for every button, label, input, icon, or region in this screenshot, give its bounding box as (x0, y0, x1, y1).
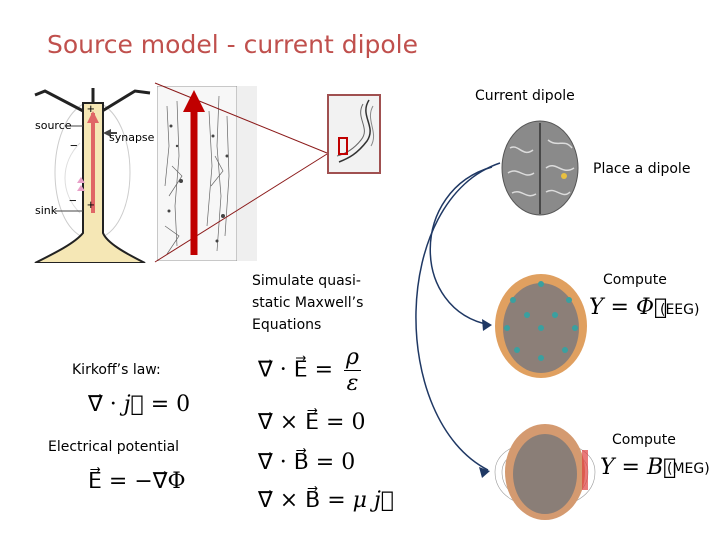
slide-title: Source model - current dipole (47, 30, 419, 59)
current-dipole-label: Current dipole (475, 88, 575, 104)
kirkoff-law-label: Kirkoff’s law: (72, 362, 161, 378)
compute-label-1: Compute (603, 272, 667, 288)
eeg-head-image (493, 270, 589, 380)
meg-label: (MEG) (667, 461, 710, 477)
plus-sign-top: + (87, 101, 95, 116)
gauss-law-equation: ∇⃗ · E⃗ = $\frac{\rho}{\varepsilon}$ (258, 345, 359, 396)
meg-head-image (490, 410, 600, 535)
place-dipole-label: Place a dipole (593, 161, 691, 177)
eeg-label: (EEG) (660, 302, 700, 318)
simulate-line-3: Equations (252, 317, 322, 333)
eeg-equation: Y = Φ⃗ (589, 295, 668, 320)
sink-label: sink (35, 204, 58, 217)
gauss-magnetism-equation: ∇⃗ · B⃗ = 0 (258, 450, 356, 475)
electrical-potential-label: Electrical potential (48, 439, 180, 455)
brain-top-view-image (498, 118, 582, 218)
plus-sign-bottom: + (87, 197, 95, 212)
simulate-line-2: static Maxwell’s (252, 295, 364, 311)
cortex-zoom-inset (327, 94, 381, 174)
minus-sign-top: − (70, 138, 78, 153)
faraday-law-equation: ∇⃗ × E⃗ = 0 (258, 410, 366, 435)
minus-sign-bottom: − (69, 193, 77, 208)
source-label: source (35, 119, 72, 132)
simulate-line-1: Simulate quasi- (252, 273, 361, 289)
compute-label-2: Compute (612, 432, 676, 448)
kirkoff-equation: ∇⃗ · j⃗ = 0 (88, 392, 191, 417)
potential-equation: E⃗ = −∇⃗Φ (88, 469, 186, 494)
ampere-law-equation: ∇⃗ × B⃗ = μ j⃗ (258, 488, 394, 513)
meg-equation: Y = B⃗ (600, 455, 677, 480)
synapse-label: synapse (109, 131, 155, 144)
